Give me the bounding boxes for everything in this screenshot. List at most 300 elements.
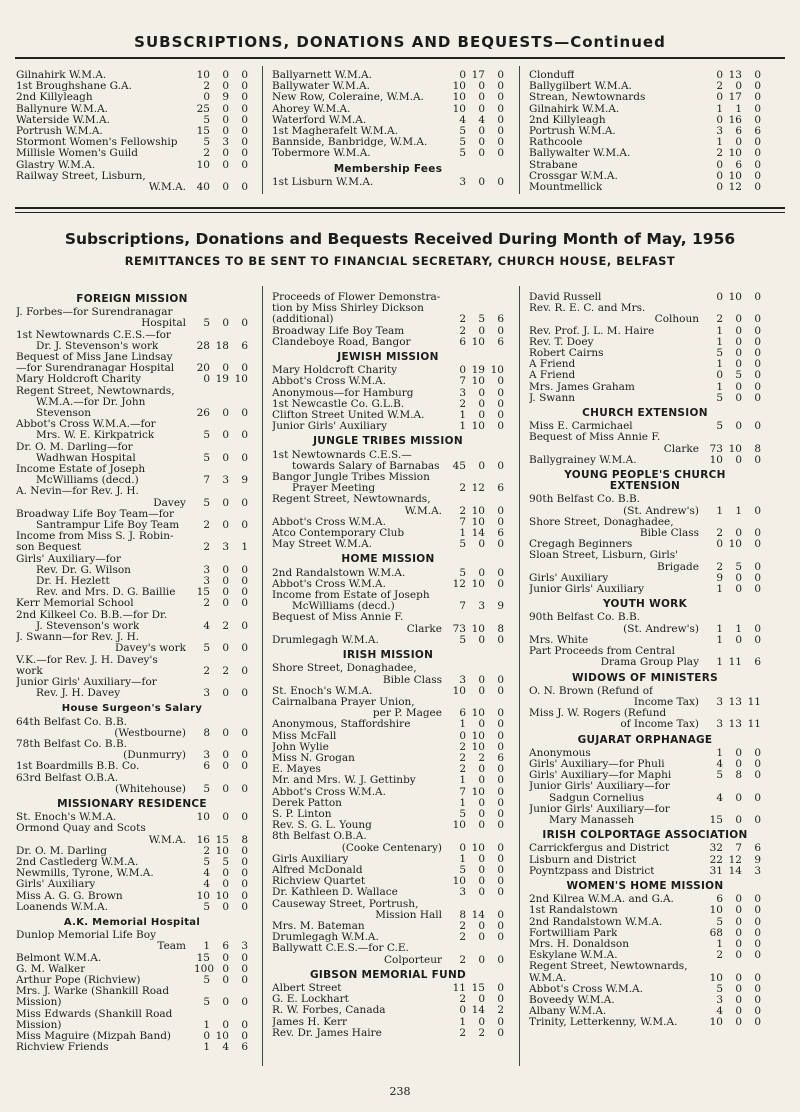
- entry-amount: [703, 303, 761, 314]
- entry-row: [272, 775, 504, 786]
- amount-pounds: 1: [459, 718, 466, 731]
- entry-name: J. Forbes—for Surendranagar: [16, 307, 173, 319]
- entry-name: Railway Street, Lisburn,: [16, 170, 146, 182]
- amount-shillings: 0: [222, 519, 229, 532]
- amount-shillings: 17: [471, 69, 485, 81]
- amount-pence: 0: [497, 993, 504, 1006]
- amount-pence: 0: [241, 563, 248, 576]
- section-rule-thin: [15, 212, 785, 213]
- amount-pence: 0: [497, 459, 504, 472]
- amount-pounds: 7: [459, 515, 466, 528]
- entry-row: [529, 104, 761, 115]
- entry-amount: [446, 910, 504, 921]
- entry-row: [16, 171, 248, 182]
- amount-pounds: 5: [203, 782, 210, 795]
- amount-pence: 0: [241, 113, 248, 126]
- amount-pence: 11: [747, 695, 761, 708]
- entry-name: Dr. O. M. Darling: [16, 845, 107, 857]
- section-heading: GUJARAT ORPHANAGE: [577, 733, 713, 746]
- entry-row: [272, 421, 504, 432]
- entry-name: Income Estate of Joseph: [16, 464, 146, 476]
- entry-amount: [446, 148, 504, 159]
- amount-pounds: 5: [459, 863, 466, 876]
- entry-name: Belmont W.M.A.: [16, 952, 102, 964]
- amount-shillings: 10: [728, 147, 742, 160]
- amount-pence: 0: [754, 453, 761, 466]
- entry-name: Drumlegagh W.M.A.: [272, 634, 379, 646]
- entry-name: Gilnahirk W.M.A.: [529, 103, 620, 115]
- entry-row: [16, 442, 248, 453]
- entry-amount: [703, 115, 761, 126]
- amount-shillings: 4: [478, 113, 485, 126]
- entry-amount: [190, 509, 248, 520]
- entry-row: [272, 787, 504, 798]
- entry-row: [16, 784, 248, 795]
- amount-pounds: 5: [203, 429, 210, 442]
- entry-name: Bible Class: [639, 528, 699, 540]
- amount-pounds: 8: [459, 908, 466, 921]
- entry-amount: [703, 370, 761, 381]
- entry-name: Carrickfergus and District: [529, 843, 670, 855]
- top-column-2: [272, 70, 504, 188]
- amount-pence: 0: [497, 91, 504, 104]
- amount-shillings: 10: [471, 841, 485, 854]
- amount-pence: 0: [497, 397, 504, 410]
- amount-pence: 0: [497, 1026, 504, 1039]
- amount-pounds: 3: [459, 175, 466, 188]
- amount-pence: 0: [241, 597, 248, 610]
- amount-pence: 0: [241, 496, 248, 509]
- entry-name: Rev. Dr. James Haire: [272, 1027, 382, 1039]
- entry-name: Girls' Auxiliary—for: [16, 553, 122, 565]
- entry-row: [529, 303, 761, 314]
- amount-pence: 0: [497, 852, 504, 865]
- entry-row: [16, 542, 248, 553]
- entry-row: [16, 930, 248, 941]
- amount-pounds: 1: [203, 1018, 210, 1031]
- amount-shillings: 0: [222, 951, 229, 964]
- amount-pence: 0: [497, 102, 504, 115]
- amount-pence: 0: [497, 324, 504, 337]
- entry-name: 90th Belfast Co. B.B.: [529, 494, 641, 506]
- amount-pounds: 5: [203, 855, 210, 868]
- entry-row: [272, 539, 504, 550]
- entry-row: [529, 928, 761, 939]
- amount-pence: 6: [497, 335, 504, 348]
- amount-pence: 0: [754, 583, 761, 596]
- entry-amount: [190, 408, 248, 419]
- amount-pounds: 5: [716, 769, 723, 782]
- amount-shillings: 0: [478, 147, 485, 160]
- entry-amount: [446, 843, 504, 854]
- entry-row: [16, 902, 248, 913]
- entry-name: Regent Street, Newtownards,: [529, 961, 688, 973]
- entry-name: 63rd Belfast O.B.A.: [16, 772, 119, 784]
- entry-name: 8th Belfast O.B.A.: [272, 831, 367, 843]
- amount-pence: 0: [754, 420, 761, 433]
- entry-amount: [446, 887, 504, 898]
- section-heading: YOUTH WORK: [602, 598, 688, 611]
- amount-pence: 0: [754, 904, 761, 917]
- amount-pence: 0: [241, 575, 248, 588]
- entry-name: Wadhwan Hospital: [36, 452, 136, 464]
- column-divider: [519, 66, 520, 194]
- amount-shillings: 0: [222, 811, 229, 824]
- entry-amount: [190, 964, 248, 975]
- entry-row: [16, 397, 248, 408]
- amount-pence: 11: [747, 718, 761, 731]
- entry-row: [529, 528, 761, 539]
- entry-amount: [703, 148, 761, 159]
- amount-pence: 3: [754, 864, 761, 877]
- entry-row: [529, 444, 761, 455]
- entry-row: [529, 719, 761, 730]
- amount-pence: 0: [754, 102, 761, 115]
- amount-shillings: 10: [215, 1030, 229, 1042]
- amount-pence: 0: [754, 893, 761, 906]
- entry-name: Bangor Jungle Tribes Mission: [272, 472, 430, 484]
- amount-shillings: 6: [735, 158, 742, 171]
- entry-amount: [190, 307, 248, 318]
- entry-name: Miss J. W. Rogers (Refund: [529, 708, 667, 720]
- entry-row: [16, 126, 248, 137]
- amount-shillings: 0: [222, 962, 229, 975]
- amount-shillings: 0: [478, 993, 485, 1006]
- amount-pence: 0: [497, 763, 504, 776]
- amount-shillings: 0: [735, 324, 742, 337]
- entry-row: [272, 899, 504, 910]
- amount-pence: 6: [754, 842, 761, 855]
- entry-name: V.K.—for Rev. J. H. Davey's: [16, 654, 158, 666]
- amount-shillings: 0: [222, 726, 229, 739]
- amount-shillings: 0: [735, 971, 742, 984]
- entry-amount: [703, 697, 761, 708]
- amount-pounds: 10: [452, 80, 466, 93]
- entry-row: [16, 486, 248, 497]
- amount-pounds: 10: [452, 91, 466, 104]
- entry-name: Eskylane W.M.A.: [529, 950, 618, 962]
- entry-row: [272, 854, 504, 865]
- amount-shillings: 0: [735, 757, 742, 770]
- entry-amount: [446, 624, 504, 635]
- amount-pence: 0: [241, 407, 248, 420]
- entry-name: Dr. Kathleen D. Wallace: [272, 887, 398, 899]
- entry-name: (St. Andrew's): [623, 623, 699, 635]
- amount-pounds: 0: [716, 369, 723, 382]
- amount-pence: 0: [497, 740, 504, 753]
- entry-name: New Row, Coleraine, W.M.A.: [272, 92, 424, 104]
- amount-pence: 0: [754, 324, 761, 337]
- amount-pounds: 1: [459, 852, 466, 865]
- amount-pence: 0: [497, 718, 504, 731]
- entry-name: Robert Cairns: [529, 348, 604, 360]
- entry-amount: [446, 388, 504, 399]
- entry-name: A Friend: [529, 359, 576, 371]
- entry-name: Portrush W.M.A.: [16, 126, 103, 138]
- amount-pounds: 5: [459, 807, 466, 820]
- entry-name: (St. Andrew's): [623, 505, 699, 517]
- amount-shillings: 0: [478, 91, 485, 104]
- amount-pounds: 0: [716, 91, 723, 104]
- amount-pounds: 7: [459, 785, 466, 798]
- amount-pounds: 3: [716, 125, 723, 138]
- amount-shillings: 13: [728, 695, 742, 708]
- amount-shillings: 10: [471, 420, 485, 433]
- amount-pence: 0: [241, 867, 248, 880]
- entry-name: Girls Auxiliary: [272, 853, 349, 865]
- entry-row: [529, 1006, 761, 1017]
- amount-pence: 0: [241, 642, 248, 655]
- entry-name: Santrampur Life Boy Team: [36, 520, 180, 532]
- entry-name: Lisburn and District: [529, 854, 637, 866]
- entry-amount: [190, 823, 248, 834]
- entry-row: [529, 843, 761, 854]
- amount-pence: 0: [754, 769, 761, 782]
- entry-name: Rev. S. G. L. Young: [272, 820, 372, 832]
- entry-name: Junior Girls' Auxiliary: [529, 584, 645, 596]
- amount-pence: 0: [241, 1030, 248, 1042]
- amount-shillings: 0: [478, 886, 485, 899]
- amount-pence: 0: [497, 69, 504, 81]
- amount-shillings: 0: [735, 313, 742, 326]
- entry-row: [272, 635, 504, 646]
- amount-pence: 0: [497, 807, 504, 820]
- entry-name: Bible Class: [382, 674, 442, 686]
- amount-shillings: 0: [735, 380, 742, 393]
- entry-amount: [703, 815, 761, 826]
- entry-name: (Westbourne): [114, 727, 186, 739]
- entry-name: Waterford W.M.A.: [272, 114, 367, 126]
- amount-pence: 0: [241, 687, 248, 700]
- amount-pounds: 0: [716, 291, 723, 303]
- entry-row: [272, 292, 504, 303]
- amount-pence: 0: [754, 181, 761, 194]
- amount-pence: 9: [497, 600, 504, 613]
- entry-name: Ballywater W.M.A.: [272, 81, 370, 93]
- entry-name: Income from Miss S. J. Robin-: [16, 531, 174, 543]
- entry-row: [16, 975, 248, 986]
- amount-pounds: 3: [203, 575, 210, 588]
- entry-name: son Bequest: [16, 542, 82, 554]
- amount-pounds: 2: [203, 519, 210, 532]
- amount-pence: 0: [241, 889, 248, 902]
- amount-shillings: 10: [728, 169, 742, 182]
- entry-name: 1st Broughshane G.A.: [16, 81, 132, 93]
- entry-name: Derek Patton: [272, 797, 342, 809]
- amount-shillings: 0: [222, 642, 229, 655]
- entry-amount: [703, 635, 761, 646]
- amount-pence: 0: [497, 953, 504, 966]
- amount-pence: 0: [497, 175, 504, 188]
- amount-pounds: 10: [452, 102, 466, 115]
- amount-shillings: 0: [222, 782, 229, 795]
- entry-name: 90th Belfast Co. B.B.: [529, 612, 641, 624]
- amount-pounds: 5: [716, 347, 723, 360]
- amount-shillings: 0: [478, 386, 485, 399]
- amount-pence: 0: [497, 729, 504, 742]
- amount-pence: 2: [497, 1004, 504, 1017]
- entry-row: [16, 318, 248, 329]
- section-heading: JUNGLE TRIBES MISSION: [313, 435, 463, 448]
- entry-name: Abbot's Cross W.M.A.: [529, 983, 643, 995]
- entry-name: Abbot's Cross W.M.A.: [272, 376, 386, 388]
- entry-name: Bequest of Miss Jane Lindsay: [16, 352, 173, 364]
- entry-amount: [703, 905, 761, 916]
- entry-amount: [446, 1005, 504, 1016]
- entry-row: [16, 750, 248, 761]
- entry-row: [529, 70, 761, 81]
- entry-row: [272, 697, 504, 708]
- section-heading: JEWISH MISSION: [337, 351, 439, 364]
- amount-pence: 6: [497, 527, 504, 540]
- amount-pence: 6: [497, 751, 504, 764]
- amount-pounds: 2: [459, 953, 466, 966]
- amount-pence: 6: [241, 1041, 248, 1054]
- amount-shillings: 4: [222, 1041, 229, 1054]
- amount-pence: 0: [497, 908, 504, 921]
- entry-row: [272, 461, 504, 472]
- amount-pence: 0: [241, 362, 248, 375]
- entry-row: [16, 1009, 248, 1020]
- entry-amount: [190, 565, 248, 576]
- amount-pence: 0: [754, 347, 761, 360]
- entry-row: [272, 753, 504, 764]
- entry-row: [272, 731, 504, 742]
- amount-pounds: 1: [716, 746, 723, 759]
- amount-pounds: 8: [203, 726, 210, 739]
- entry-row: [529, 126, 761, 137]
- amount-shillings: 0: [478, 102, 485, 115]
- amount-pounds: 10: [452, 819, 466, 832]
- entry-amount: [703, 584, 761, 595]
- entry-amount: [703, 984, 761, 995]
- amount-pence: 0: [497, 875, 504, 888]
- amount-shillings: 0: [735, 813, 742, 826]
- entry-name: Proceeds of Flower Demonstra-: [272, 292, 441, 303]
- amount-shillings: 0: [735, 993, 742, 1006]
- entry-amount: [446, 177, 504, 188]
- entry-name: Hospital: [141, 318, 186, 330]
- entry-name: 1st Newcastle Co. G.L.B.: [272, 398, 405, 410]
- amount-shillings: 0: [478, 136, 485, 149]
- amount-pounds: 73: [452, 622, 466, 635]
- amount-pence: 0: [241, 317, 248, 330]
- entry-amount: [190, 655, 248, 666]
- amount-pence: 0: [497, 566, 504, 579]
- entry-amount: [190, 531, 248, 542]
- entry-amount: [190, 430, 248, 441]
- entry-row: [272, 115, 504, 126]
- entry-row: [16, 115, 248, 126]
- entry-name: Rev. and Mrs. D. G. Baillie: [36, 587, 176, 599]
- amount-shillings: 10: [215, 889, 229, 902]
- amount-pounds: 2: [459, 1026, 466, 1039]
- entry-row: [529, 382, 761, 393]
- entry-amount: [190, 126, 248, 137]
- amount-pence: 0: [497, 386, 504, 399]
- middle-column: [272, 292, 504, 1039]
- entry-row: [16, 587, 248, 598]
- amount-pounds: 5: [459, 125, 466, 138]
- amount-pounds: 1: [716, 380, 723, 393]
- entry-amount: [190, 891, 248, 902]
- amount-pounds: 4: [716, 1005, 723, 1018]
- entry-row: [16, 374, 248, 385]
- amount-pence: 0: [241, 519, 248, 532]
- entry-row: [16, 576, 248, 587]
- entry-row: [16, 1042, 248, 1053]
- entry-row: [16, 408, 248, 419]
- entry-name: towards Salary of Barnabas: [292, 460, 440, 472]
- entry-name: Albany W.M.A.: [529, 1006, 607, 1018]
- amount-shillings: 0: [222, 1018, 229, 1031]
- amount-shillings: 0: [478, 819, 485, 832]
- entry-row: [16, 857, 248, 868]
- amount-shillings: 0: [735, 791, 742, 804]
- entry-row: [272, 148, 504, 159]
- entry-amount: [446, 421, 504, 432]
- continued-heading: SUBSCRIPTIONS, DONATIONS AND BEQUESTS—Continued: [134, 33, 666, 51]
- amount-pence: 0: [497, 886, 504, 899]
- amount-pence: 0: [754, 971, 761, 984]
- entry-row: [16, 964, 248, 975]
- entry-row: [272, 1028, 504, 1039]
- entry-name: Mission): [16, 1019, 62, 1031]
- amount-pounds: 2: [459, 504, 466, 517]
- amount-shillings: 0: [222, 973, 229, 986]
- entry-amount: [703, 432, 761, 443]
- entry-amount: [190, 688, 248, 699]
- amount-shillings: 0: [478, 459, 485, 472]
- entry-amount: [446, 539, 504, 550]
- amount-pounds: 2: [459, 324, 466, 337]
- entry-row: [529, 115, 761, 126]
- entry-name: Ormond Quay and Scots: [16, 823, 146, 835]
- entry-name: Miss A. G. G. Brown: [16, 890, 123, 902]
- amount-shillings: 15: [471, 981, 485, 994]
- entry-name: Colhoun: [654, 314, 699, 326]
- entry-row: [529, 348, 761, 359]
- amount-shillings: 2: [222, 619, 229, 632]
- entry-name: McWilliams (decd.): [292, 601, 395, 613]
- amount-shillings: 0: [222, 996, 229, 1009]
- entry-name: Mission Hall: [375, 909, 442, 921]
- amount-pounds: 6: [716, 893, 723, 906]
- amount-shillings: 18: [215, 339, 229, 352]
- entry-row: [272, 126, 504, 137]
- amount-shillings: 12: [728, 181, 742, 194]
- entry-row: [16, 498, 248, 509]
- amount-pounds: 73: [709, 442, 723, 455]
- amount-shillings: 10: [471, 515, 485, 528]
- entry-name: Abbot's Cross W.M.A.: [272, 578, 386, 590]
- amount-pounds: 31: [709, 864, 723, 877]
- amount-pounds: 2: [459, 993, 466, 1006]
- entry-amount: [190, 643, 248, 654]
- entry-row: [272, 410, 504, 421]
- section-heading: House Surgeon's Salary: [61, 703, 203, 715]
- entry-name: E. Mayes: [272, 764, 321, 776]
- entry-name: 2nd Randalstown W.M.A.: [529, 916, 663, 928]
- entry-row: [272, 70, 504, 81]
- amount-pence: 0: [754, 113, 761, 126]
- amount-pounds: 7: [459, 600, 466, 613]
- amount-pence: 9: [241, 474, 248, 487]
- entry-name: Dr. O. M. Darling—for: [16, 441, 133, 453]
- amount-pounds: 1: [203, 1041, 210, 1054]
- entry-row: [529, 573, 761, 584]
- amount-pence: 0: [754, 538, 761, 551]
